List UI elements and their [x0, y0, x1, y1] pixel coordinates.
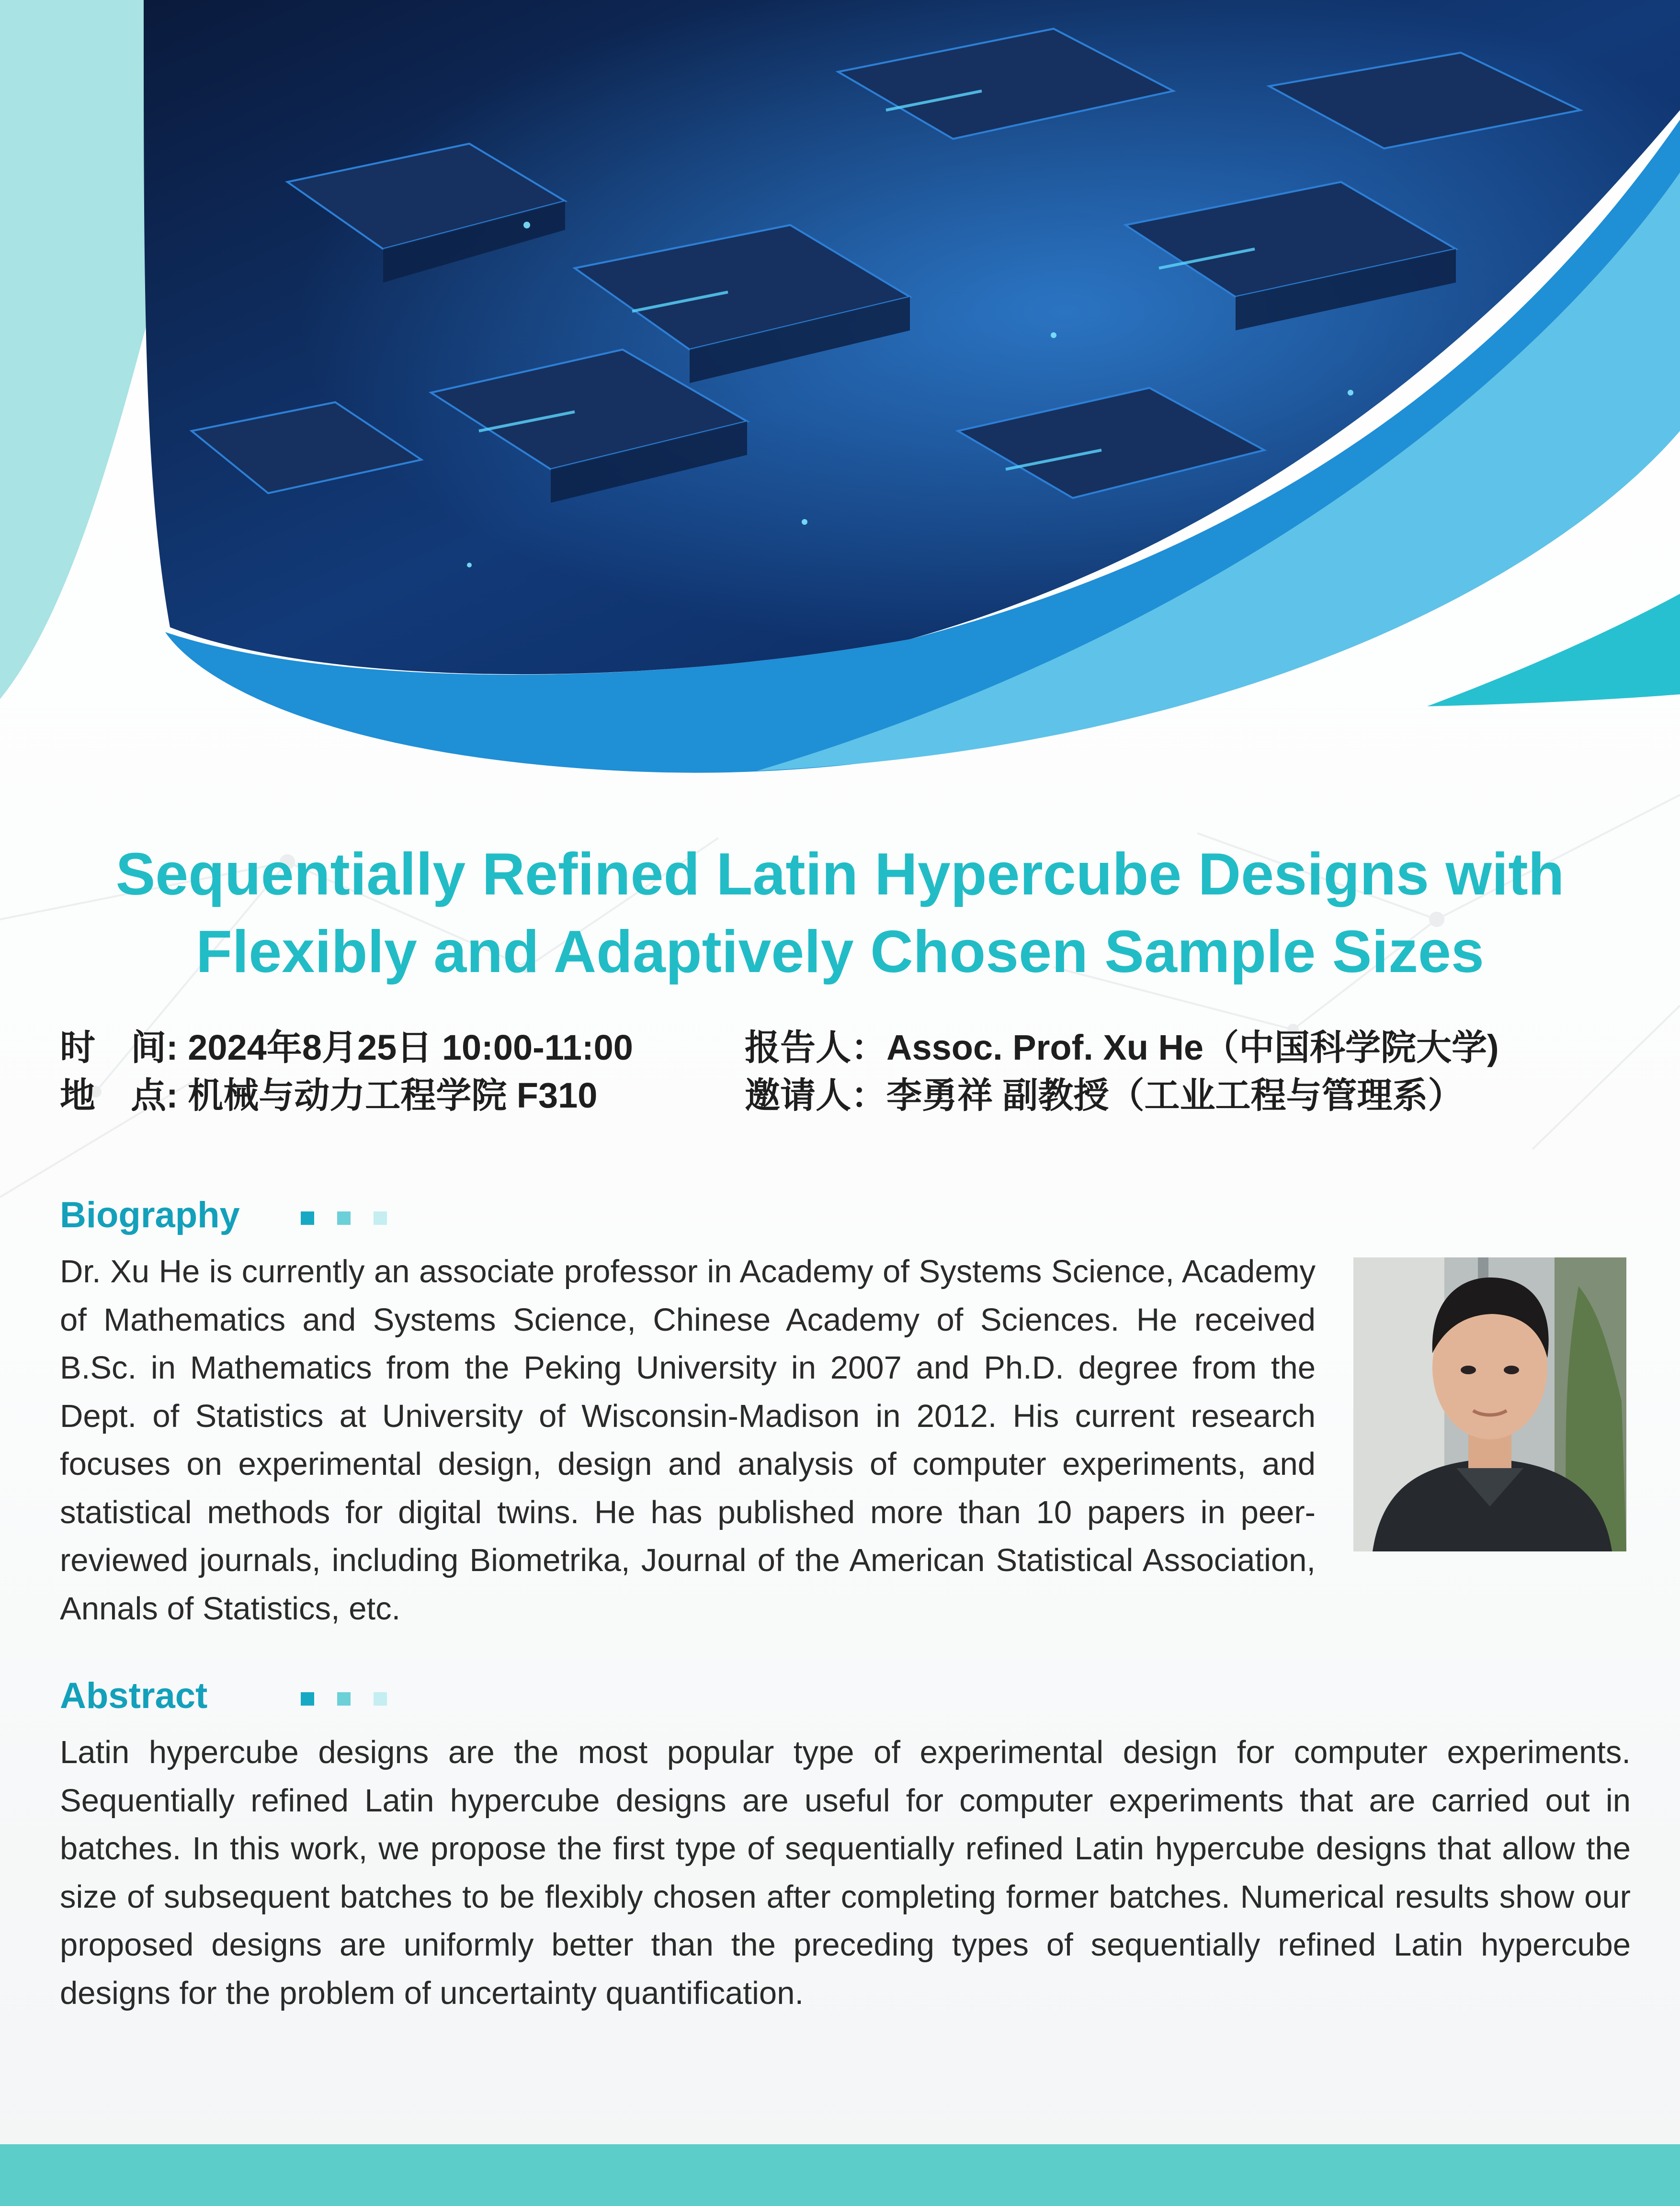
- inviter-label: 邀请人：: [745, 1075, 886, 1115]
- info-row-1: [60, 1025, 1640, 1071]
- place-info: [60, 1073, 597, 1119]
- header-artwork: [0, 0, 1680, 785]
- dot-mid: [337, 1692, 351, 1706]
- biography-text: Dr. Xu He is currently an associate professor in Academy of Systems Science, Academy of Mathematics and Systems Science, Chinese Academy of Sciences. He received B.Sc. in Mathematics from the Peking University in 2007 and Ph.D. degree from the Dept. of Statistics at University of Wisconsin-Madison in 2012. His current research focuses on experimental design, design and analysis of computer experiments, and statistical methods for digital twins. He has published more than 10 papers in peer-reviewed journals, including Biometrika, Journal of the American Statistical Association, Annals of Statistics, etc.: [60, 1254, 1316, 1627]
- abstract-text: Latin hypercube designs are the most popular type of experimental design for computer experiments. Sequentially refined Latin hypercube designs are useful for computer experiments that are carried out in batches. In this work, we propose the first type of sequentially refined Latin hypercube designs that allow the size of subsequent batches to be flexibly chosen after completing former batches. Numerical results show our proposed designs are uniformly better than the preceding types of sequentially refined Latin hypercube designs for the problem of uncertainty quantification.: [60, 1734, 1631, 2011]
- speaker-label: 报告人：: [745, 1028, 886, 1067]
- abstract-heading: Abstract: [60, 1675, 208, 1716]
- time-label: 时 间:: [60, 1028, 178, 1067]
- place-value: 机械与动力工程学院 F310: [188, 1075, 598, 1115]
- speaker-value: Assoc. Prof. Xu He（中国科学院大学): [886, 1028, 1499, 1067]
- inviter-value: 李勇祥 副教授（工业工程与管理系）: [886, 1075, 1464, 1115]
- dot-mid: [337, 1211, 351, 1225]
- place-label: 地 点:: [60, 1075, 178, 1115]
- footer-bar: [0, 2144, 1680, 2206]
- dot-light: [374, 1692, 387, 1706]
- info-row-2: [60, 1073, 1640, 1119]
- speaker-portrait: [1353, 1257, 1626, 1551]
- title-line-2: Flexibly and Adaptively Chosen Sample Sizes: [196, 919, 1484, 985]
- time-value: 2024年8月25日 10:00-11:00: [188, 1028, 633, 1067]
- dot-dark: [301, 1211, 314, 1225]
- biography-dots: [301, 1211, 392, 1226]
- dot-light: [374, 1211, 387, 1225]
- abstract-dots: [301, 1692, 392, 1707]
- event-info: [60, 1025, 1640, 1120]
- dot-dark: [301, 1692, 314, 1706]
- title-line-1: Sequentially Refined Latin Hypercube Designs with: [115, 841, 1565, 907]
- time-info: [60, 1025, 633, 1071]
- poster-title: [72, 836, 1608, 991]
- inviter-info: [745, 1073, 1464, 1119]
- speaker-info: [745, 1025, 1499, 1071]
- biography-heading: Biography: [60, 1195, 240, 1235]
